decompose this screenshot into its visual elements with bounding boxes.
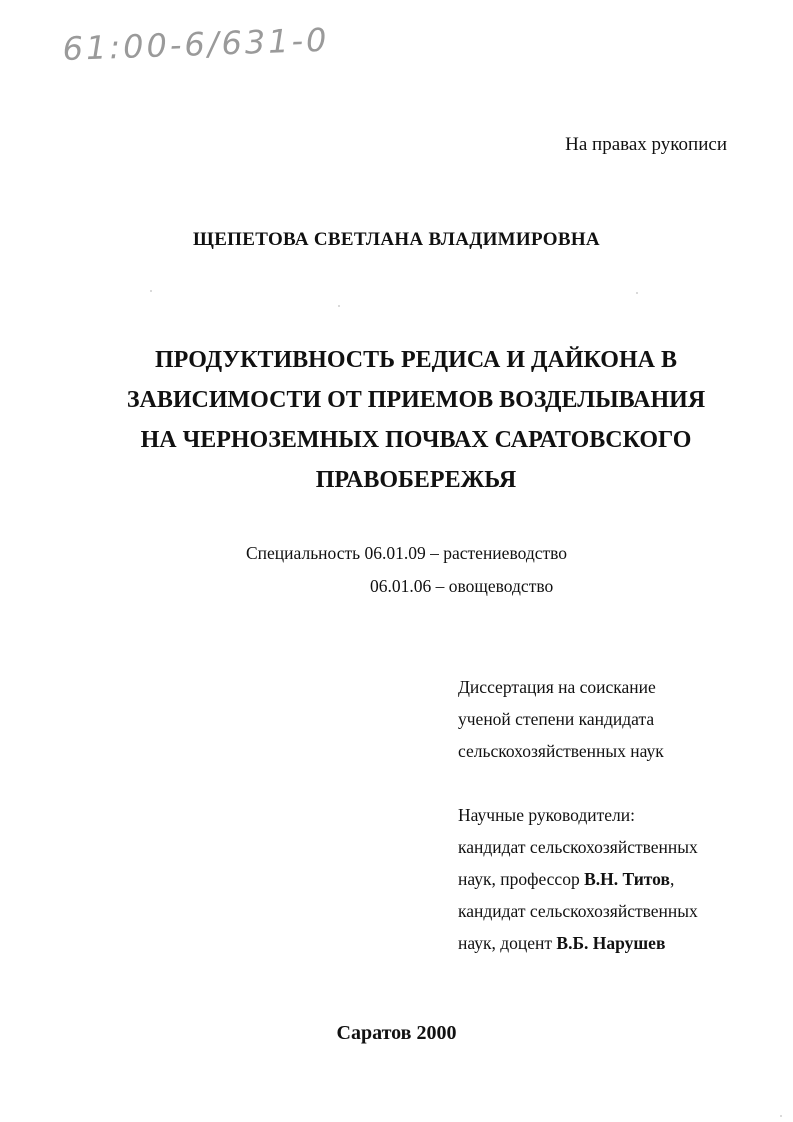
title-line: ЗАВИСИМОСТИ ОТ ПРИЕМОВ ВОЗДЕЛЫВАНИЯ bbox=[126, 387, 706, 413]
scan-speck bbox=[150, 290, 152, 292]
supervisor-name: В.Н. Титов bbox=[584, 869, 670, 889]
city-year: Саратов 2000 bbox=[336, 1022, 457, 1044]
supervisors-block bbox=[458, 799, 698, 959]
supervisor-rank: наук, доцент bbox=[458, 933, 557, 953]
supervisor-line: кандидат сельскохозяйственных bbox=[458, 901, 698, 921]
specialty-line-1: Специальность 06.01.09 – растениеводство bbox=[246, 543, 568, 563]
supervisor-line bbox=[458, 927, 698, 959]
scan-speck bbox=[780, 1115, 782, 1117]
rights-note: На правах рукописи bbox=[565, 134, 727, 155]
dissertation-note bbox=[458, 671, 664, 767]
supervisors-heading: Научные руководители: bbox=[458, 805, 635, 825]
specialty-line-2: 06.01.06 – овощеводство bbox=[370, 576, 554, 596]
title-line: ПРОДУКТИВНОСТЬ РЕДИСА И ДАЙКОНА В bbox=[155, 347, 677, 373]
supervisor-line: кандидат сельскохозяйственных bbox=[458, 837, 698, 857]
supervisor-name: В.Б. Нарушев bbox=[556, 933, 666, 953]
dissertation-title bbox=[96, 340, 736, 500]
scan-speck bbox=[338, 305, 340, 307]
author-name: ЩЕПЕТОВА СВЕТЛАНА ВЛАДИМИРОВНА bbox=[193, 229, 600, 250]
supervisor-sep: , bbox=[669, 869, 675, 889]
supervisor-rank: наук, профессор bbox=[458, 869, 585, 889]
scan-speck bbox=[636, 292, 638, 294]
dissertation-line: ученой степени кандидата bbox=[458, 709, 655, 729]
library-stamp: 61:00-6/631-0 bbox=[62, 20, 331, 68]
dissertation-line: Диссертация на соискание bbox=[458, 677, 656, 697]
title-line: НА ЧЕРНОЗЕМНЫХ ПОЧВАХ САРАТОВСКОГО bbox=[140, 427, 692, 453]
supervisor-line bbox=[458, 863, 698, 895]
dissertation-line: сельскохозяйственных наук bbox=[458, 741, 664, 761]
title-line: ПРАВОБЕРЕЖЬЯ bbox=[315, 467, 517, 493]
